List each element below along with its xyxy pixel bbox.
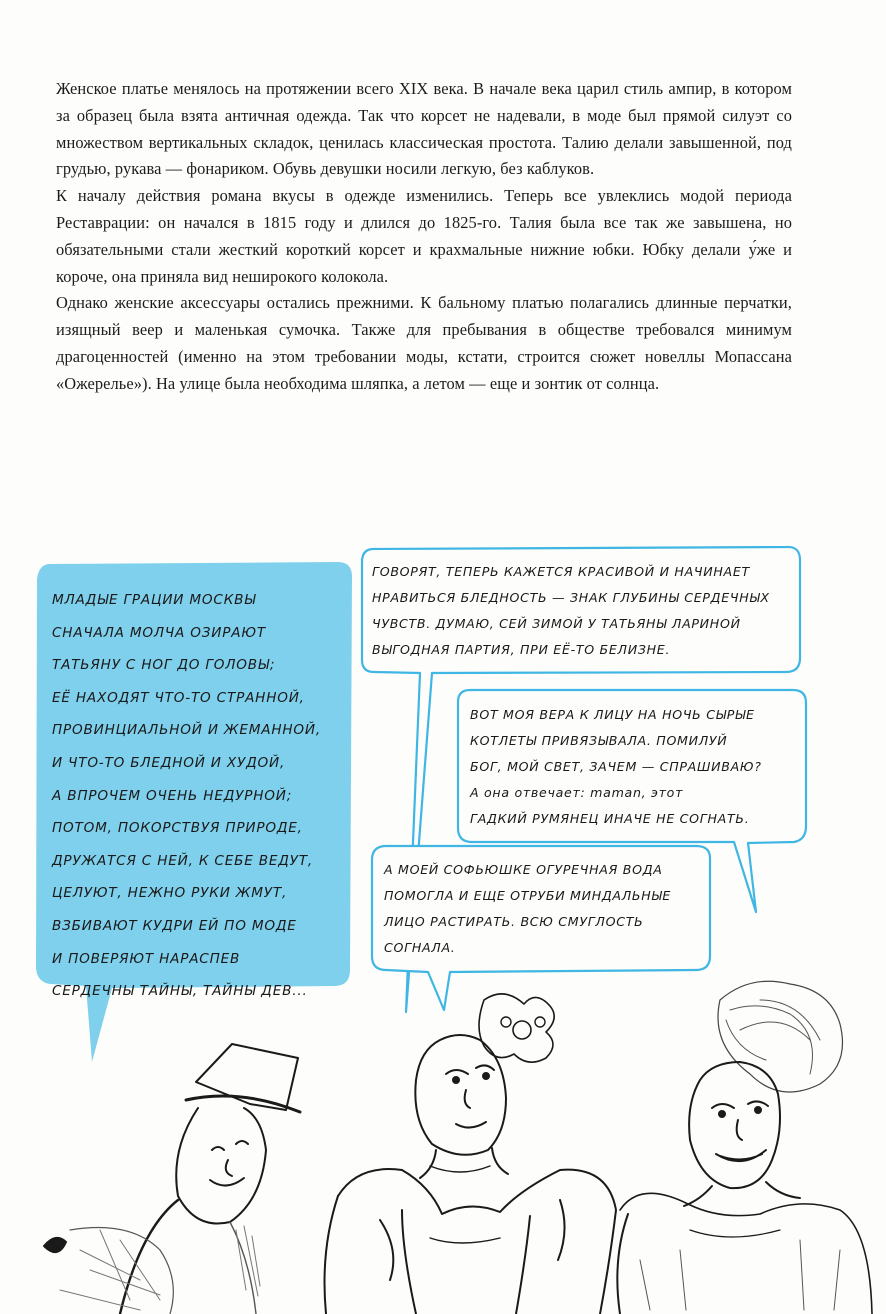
bubble-line: ВЫГОДНАЯ ПАРТИЯ, ПРИ ЕЁ-ТО БЕЛИЗНЕ. xyxy=(372,642,671,657)
paragraph-accessories: Однако женские аксессуары остались прежними. К бальному платью полагались длинные перчатки, изящный веер и маленькая сумочка. Также для пребывания в обществе требовался минимум драгоценностей (именно на этом требовании моды, кстати, строится сюжет новеллы Мопассана «Ожерелье»). На улице была необходима шляпка, а летом — еще и зонтик от солнца. xyxy=(56,293,792,393)
bubble-line: ГОВОРЯТ, ТЕПЕРЬ КАЖЕТСЯ КРАСИВОЙ И НАЧИНАЕТ xyxy=(372,564,750,579)
middle-lady-figure xyxy=(325,994,617,1314)
poem-line: ПРОВИНЦИАЛЬНОЙ И ЖЕМАННОЙ, xyxy=(52,722,321,739)
bubble-line: ВОТ МОЯ ВЕРА К ЛИЦУ НА НОЧЬ СЫРЫЕ xyxy=(470,707,755,722)
poem-line: ВЗБИВАЮТ КУДРИ ЕЙ ПО МОДЕ xyxy=(52,917,297,934)
poem-line: СНАЧАЛА МОЛЧА ОЗИРАЮТ xyxy=(52,624,266,641)
poem-line: МЛАДЫЕ ГРАЦИИ МОСКВЫ xyxy=(52,592,257,608)
bubble-line: ГАДКИЙ РУМЯНЕЦ ИНАЧЕ НЕ СОГНАТЬ. xyxy=(470,811,750,826)
poem-line: И ЧТО-ТО БЛЕДНОЙ И ХУДОЙ, xyxy=(52,754,286,771)
paragraph-restoration-style: К началу действия романа вкусы в одежде изменились. Теперь все увлеклись модой периода Реставрации: он начался в 1815 году и длился до 1825-го. Талия была все так же завышена, но обязательными стали жесткий короткий корсет и крахмальные нижние юбки. Юбку делали у́же и короче, она приняла вид неширокого колокола. xyxy=(56,186,792,286)
poem-line: ЦЕЛУЮТ, НЕЖНО РУКИ ЖМУТ, xyxy=(52,885,288,902)
poem-line: И ПОВЕРЯЮТ НАРАСПЕВ xyxy=(52,950,241,967)
right-lady-figure xyxy=(617,981,872,1314)
bubble-line: КОТЛЕТЫ ПРИВЯЗЫВАЛА. ПОМИЛУЙ xyxy=(470,733,728,748)
poem-line: СЕРДЕЧНЫ ТАЙНЫ, ТАЙНЫ ДЕВ... xyxy=(52,983,308,1000)
bubble-line: А она отвечает: maman, этот xyxy=(470,785,684,800)
poem-line: ПОТОМ, ПОКОРСТВУЯ ПРИРОДЕ, xyxy=(52,820,303,837)
old-man-figure xyxy=(44,1044,300,1314)
bubble-line: ЧУВСТВ. ДУМАЮ, СЕЙ ЗИМОЙ У ТАТЬЯНЫ ЛАРИНОЙ xyxy=(372,616,741,631)
paragraph-empire-style: Женское платье менялось на протяжении всего XIX века. В начале века царил стиль ампир, в котором за образец была взята античная одежда. Так что корсет не надевали, в моде был прямой силуэт со множеством вертикальных складок, ценилась классическая простота. Талию делали завышенной, под грудью, рукава — фонариком. Обувь девушки носили легкую, без каблуков. xyxy=(56,79,792,179)
poem-line: ЕЁ НАХОДЯТ ЧТО-ТО СТРАННОЙ, xyxy=(52,689,305,706)
poem-line: ДРУЖАТСЯ С НЕЙ, К СЕБЕ ВЕДУТ, xyxy=(52,852,313,869)
poem-line: А ВПРОЧЕМ ОЧЕНЬ НЕДУРНОЙ; xyxy=(52,787,293,804)
bubble-line: А МОЕЙ СОФЬЮШКЕ ОГУРЕЧНАЯ ВОДА xyxy=(384,862,663,877)
bubble-line: ПОМОГЛА И ЕЩЕ ОТРУБИ МИНДАЛЬНЫЕ xyxy=(384,888,672,903)
bubble-line: ЛИЦО РАСТИРАТЬ. ВСЮ СМУГЛОСТЬ xyxy=(384,914,644,929)
poem-line: ТАТЬЯНУ С НОГ ДО ГОЛОВЫ; xyxy=(52,657,276,674)
bubble-line: НРАВИТЬСЯ БЛЕДНОСТЬ — ЗНАК ГЛУБИНЫ СЕРДЕЧНЫХ xyxy=(372,590,770,605)
bubble-line: СОГНАЛА. xyxy=(384,940,456,955)
bubble-line: БОГ, МОЙ СВЕТ, ЗАЧЕМ — СПРАШИВАЮ? xyxy=(470,759,762,774)
